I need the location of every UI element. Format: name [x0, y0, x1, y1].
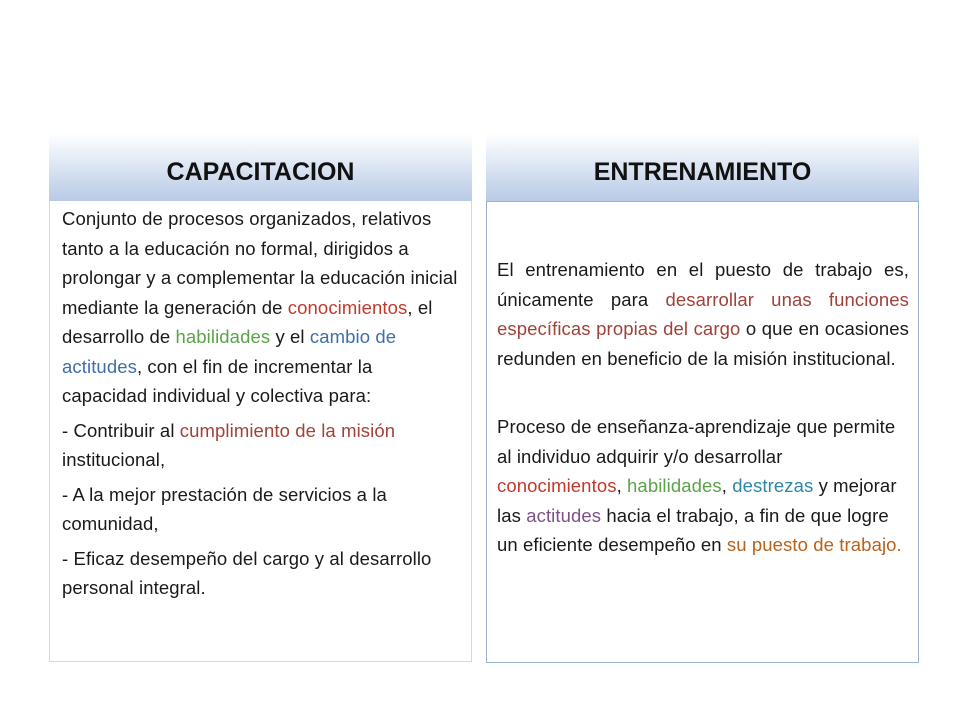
highlight-puesto-de-trabajo: su puesto de trabajo.	[726, 534, 902, 555]
capacitacion-text	[62, 204, 459, 603]
entrenamiento-body	[486, 201, 919, 663]
highlight-cambio-de-actitudes: cambio de actitudes	[62, 326, 397, 377]
bullet-desempeno: - Eficaz desempeño del cargo y al desarrollo personal integral.	[62, 547, 432, 598]
entrenamiento-paragraph-2: Proceso de enseñanza-aprendizaje que permite al individuo adquirir y/o desarrollar conocimientos, habilidades, destrezas y mejorar las actitudes hacia el trabajo, a fin de que logre un eficiente desempeño en su puesto de trabajo.	[497, 416, 902, 555]
highlight-funciones-especificas: desarrollar unas funciones específicas propias del cargo	[497, 288, 909, 339]
entrenamiento-header	[486, 133, 919, 201]
highlight-cumplimiento-mision: cumplimiento de la misión	[179, 419, 396, 441]
entrenamiento-text	[497, 255, 909, 560]
bullet-servicios: - A la mejor prestación de servicios a la comunidad,	[62, 483, 387, 534]
highlight-actitudes: actitudes	[526, 504, 602, 526]
entrenamiento-paragraph-1: El entrenamiento en el puesto de trabajo es, únicamente para desarrollar unas funciones específicas propias del cargo o que en ocasiones redunden en beneficio de la misión institucional.	[497, 259, 909, 369]
highlight-conocimientos-2: conocimientos	[497, 475, 617, 496]
highlight-habilidades: habilidades	[175, 326, 271, 347]
capacitacion-header	[49, 133, 472, 201]
highlight-conocimientos: conocimientos	[287, 296, 408, 318]
highlight-destrezas: destrezas	[732, 475, 814, 496]
bullet-mision: - Contribuir al cumplimiento de la misión institucional,	[62, 419, 396, 470]
highlight-habilidades-2: habilidades	[627, 475, 722, 496]
capacitacion-title: CAPACITACION	[166, 158, 355, 186]
entrenamiento-title: ENTRENAMIENTO	[593, 158, 812, 186]
capacitacion-paragraph: Conjunto de procesos organizados, relativos tanto a la educación no formal, dirigidos a prolongar y a complementar la educación inicial mediante la generación de conocimientos, el desarrollo de habilidades y el cambio de actitudes, con el fin de incrementar la capacidad individual y colectiva para:	[62, 208, 458, 406]
capacitacion-body	[49, 201, 472, 662]
